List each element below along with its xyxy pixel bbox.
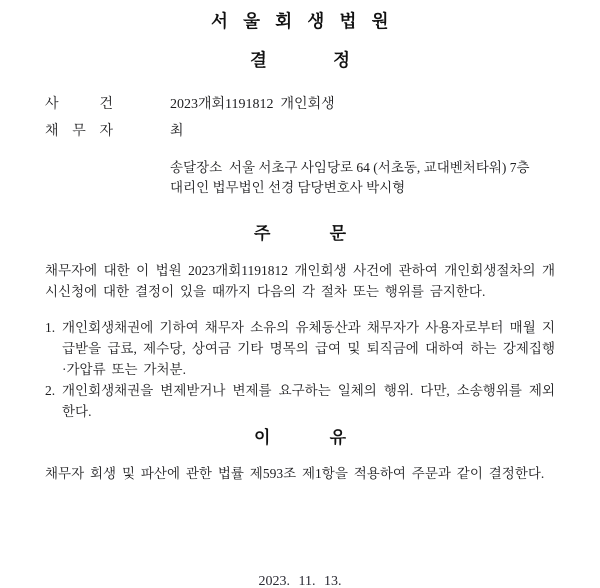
decision-date: 2023. 11. 13.: [258, 574, 342, 588]
court-title-row: [45, 10, 555, 34]
doc-type-row: [45, 49, 555, 73]
document-type-title: 결 정: [250, 50, 350, 70]
reason-section-heading: 이 유: [254, 428, 346, 447]
party-detail-block: [170, 158, 555, 198]
reason-paragraph: 채무자 회생 및 파산에 관한 법률 제593조 제1항을 적용하여 주문과 같이 결정한다.: [45, 466, 545, 481]
case-number-label: 사 건: [45, 97, 113, 112]
order-item-2: [45, 380, 555, 422]
service-address-line: 송달장소 서울 서초구 사임당로 64 (서초동, 교대벤처타워) 7층: [170, 160, 530, 175]
order-item-list: [45, 317, 555, 422]
case-info-table: [45, 91, 555, 145]
order-item-1-text: 개인회생채권에 기하여 채무자 소유의 유체동산과 채무자가 사용자로부터 매월 지급받을 급료, 제수당, 상여금 기타 명목의 급여 및 퇴직금에 대하여 하는 강제집행·가압류 또는 가처분.: [62, 320, 555, 377]
attorney-line: 대리인 법무법인 선경 담당변호사 박시형: [170, 180, 406, 195]
order-section-heading: 주 문: [254, 224, 346, 243]
debtor-row: [45, 118, 555, 145]
order-item-1-number: 1.: [45, 320, 56, 335]
debtor-value: 최: [170, 124, 184, 139]
reason-heading-row: [45, 427, 555, 450]
order-intro-paragraph: 채무자에 대한 이 법원 2023개회1191812 개인회생 사건에 관하여 개인회생절차의 개시신청에 대한 결정이 있을 때까지 다음의 각 절차 또는 행위를 금지한다.: [45, 263, 555, 299]
order-item-1: [45, 317, 555, 380]
order-heading-row: [45, 223, 555, 246]
case-number-row: [45, 91, 555, 118]
case-number-value: 2023개회1191812 개인회생: [170, 97, 335, 112]
court-name-title: 서 울 회 생 법 원: [211, 11, 389, 31]
debtor-label: 채 무 자: [45, 124, 113, 139]
order-item-2-number: 2.: [45, 383, 56, 398]
order-item-2-text: 개인회생채권을 변제받거나 변제를 요구하는 일체의 행위. 다만, 소송행위를 제외한다.: [62, 383, 555, 419]
